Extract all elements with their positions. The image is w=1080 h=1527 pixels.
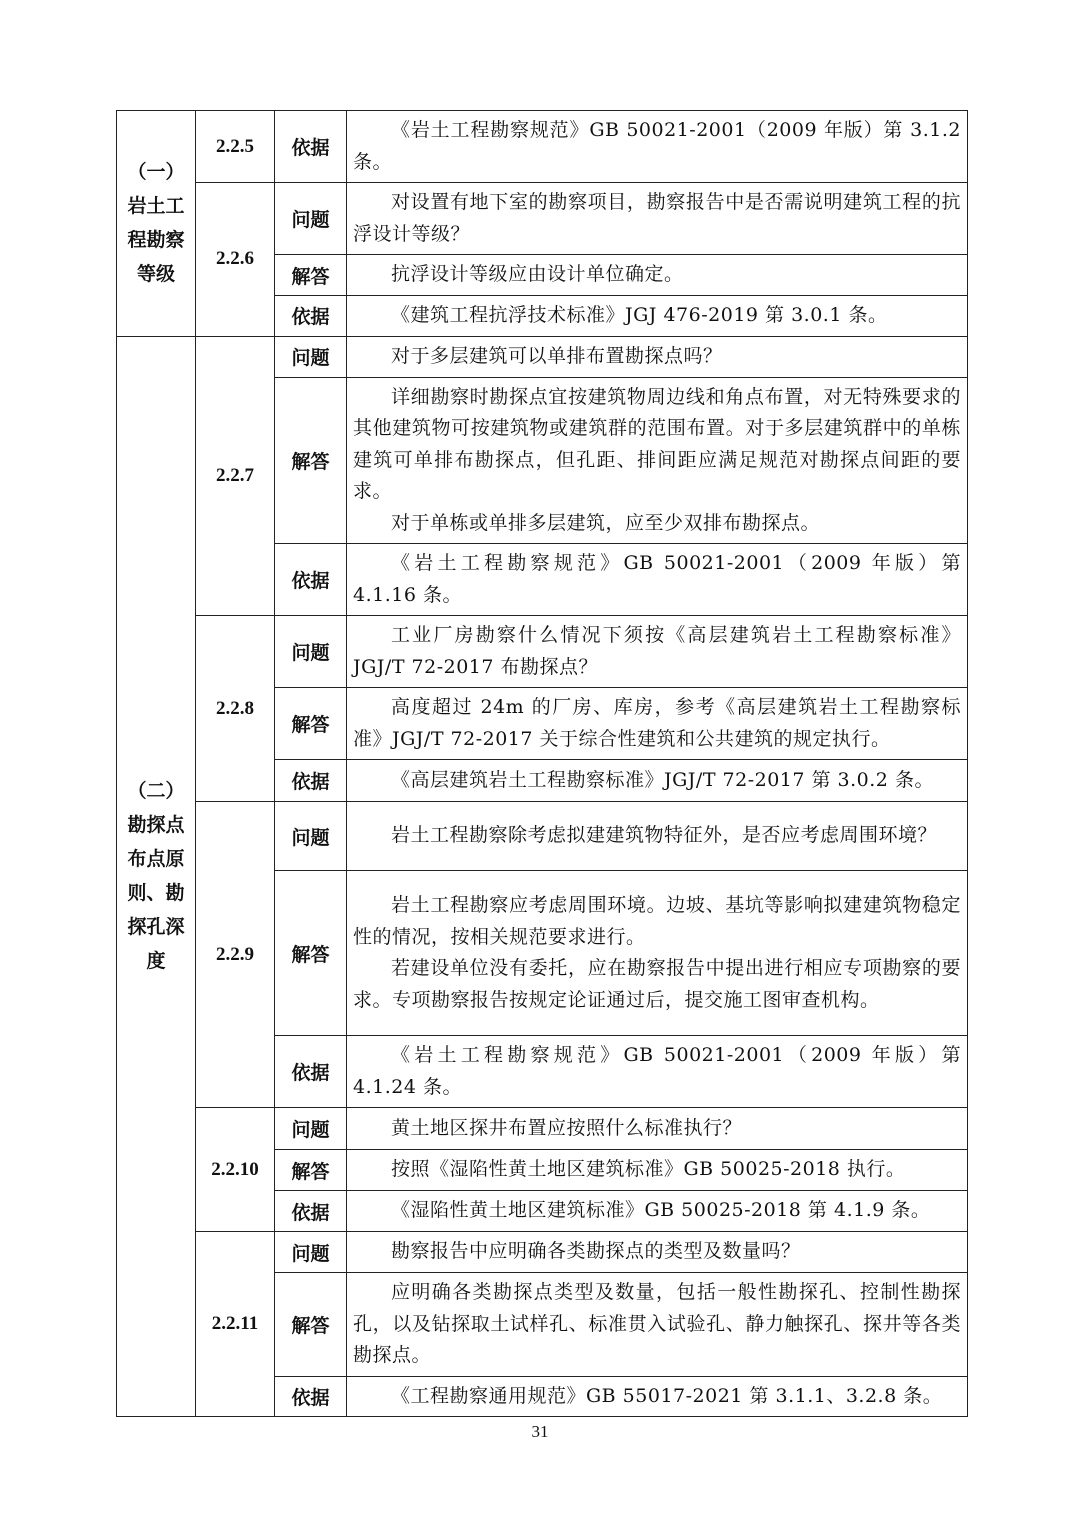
type-label: 依据 [275, 296, 347, 337]
answer-text: 抗浮设计等级应由设计单位确定。 [347, 255, 968, 296]
table-row [117, 616, 968, 688]
type-label: 解答 [275, 688, 347, 760]
table-row [117, 183, 968, 255]
basis-text: 《岩土工程勘察规范》GB 50021-2001（2009 年版）第 3.1.2 条。 [347, 111, 968, 183]
answer-text: 详细勘察时勘探点宜按建筑物周边线和角点布置，对无特殊要求的其他建筑物可按建筑物或建筑群的范围布置。对于多层建筑群中的单栋建筑可单排布勘探点，但孔距、排间距应满足规范对勘探点间距的要求。 对于单栋或单排多层建筑，应至少双排布勘探点。 [347, 377, 968, 544]
item-number: 2.2.5 [196, 111, 275, 183]
question-text: 对于多层建筑可以单排布置勘探点吗？ [347, 336, 968, 377]
basis-text: 《建筑工程抗浮技术标准》JGJ 476-2019 第 3.0.1 条。 [347, 296, 968, 337]
type-label: 问题 [275, 336, 347, 377]
type-label: 解答 [275, 1273, 347, 1377]
basis-text: 《工程勘察通用规范》GB 55017-2021 第 3.1.1、3.2.8 条。 [347, 1376, 968, 1417]
type-label: 解答 [275, 255, 347, 296]
table-row [117, 336, 968, 377]
type-label: 依据 [275, 1376, 347, 1417]
type-label: 问题 [275, 802, 347, 871]
type-label: 解答 [275, 871, 347, 1036]
question-text: 对设置有地下室的勘察项目，勘察报告中是否需说明建筑工程的抗浮设计等级？ [347, 183, 968, 255]
section-cell-2 [117, 336, 196, 1417]
section-cell-1 [117, 111, 196, 337]
type-label: 解答 [275, 1150, 347, 1191]
question-text: 工业厂房勘察什么情况下须按《高层建筑岩土工程勘察标准》JGJ/T 72-2017 布勘探点？ [347, 616, 968, 688]
question-text: 岩土工程勘察除考虑拟建建筑物特征外，是否应考虑周围环境？ [347, 802, 968, 871]
item-number: 2.2.6 [196, 183, 275, 337]
question-text: 黄土地区探井布置应按照什么标准执行？ [347, 1108, 968, 1150]
answer-text: 按照《湿陷性黄土地区建筑标准》GB 50025-2018 执行。 [347, 1150, 968, 1191]
type-label: 依据 [275, 1036, 347, 1108]
item-number: 2.2.11 [196, 1232, 275, 1417]
type-label: 问题 [275, 1108, 347, 1150]
type-label: 依据 [275, 1191, 347, 1232]
item-number: 2.2.9 [196, 802, 275, 1108]
type-label: 依据 [275, 544, 347, 616]
basis-text: 《岩土工程勘察规范》GB 50021-2001（2009 年版）第 4.1.24 条。 [347, 1036, 968, 1108]
page-number: 31 [531, 1422, 549, 1441]
section-title: （二） 勘探点布点原则、勘探孔深度 [127, 780, 185, 973]
section-title: （一） 岩土工程勘察 等级 [127, 161, 185, 286]
basis-text: 《岩土工程勘察规范》GB 50021-2001（2009 年版）第 4.1.16 条。 [347, 544, 968, 616]
answer-text: 岩土工程勘察应考虑周围环境。边坡、基坑等影响拟建建筑物稳定性的情况，按相关规范要求进行。 若建设单位没有委托，应在勘察报告中提出进行相应专项勘察的要求。专项勘察报告按规定论证通过后，提交施工图审查机构。 [347, 871, 968, 1036]
type-label: 问题 [275, 183, 347, 255]
basis-text: 《高层建筑岩土工程勘察标准》JGJ/T 72-2017 第 3.0.2 条。 [347, 760, 968, 802]
table-row [117, 1232, 968, 1273]
item-number: 2.2.10 [196, 1108, 275, 1232]
basis-text: 《湿陷性黄土地区建筑标准》GB 50025-2018 第 4.1.9 条。 [347, 1191, 968, 1232]
question-text: 勘察报告中应明确各类勘探点的类型及数量吗？ [347, 1232, 968, 1273]
type-label: 依据 [275, 111, 347, 183]
item-number: 2.2.8 [196, 616, 275, 802]
table-row [117, 1108, 968, 1150]
table-row [117, 111, 968, 183]
answer-text: 应明确各类勘探点类型及数量，包括一般性勘探孔、控制性勘探孔，以及钻探取土试样孔、标准贯入试验孔、静力触探孔、探井等各类勘探点。 [347, 1273, 968, 1377]
type-label: 问题 [275, 1232, 347, 1273]
type-label: 解答 [275, 377, 347, 544]
table-row [117, 802, 968, 871]
type-label: 依据 [275, 760, 347, 802]
answer-text: 高度超过 24m 的厂房、库房，参考《高层建筑岩土工程勘察标准》JGJ/T 72-2017 关于综合性建筑和公共建筑的规定执行。 [347, 688, 968, 760]
type-label: 问题 [275, 616, 347, 688]
qa-table [116, 110, 968, 1417]
item-number: 2.2.7 [196, 336, 275, 616]
